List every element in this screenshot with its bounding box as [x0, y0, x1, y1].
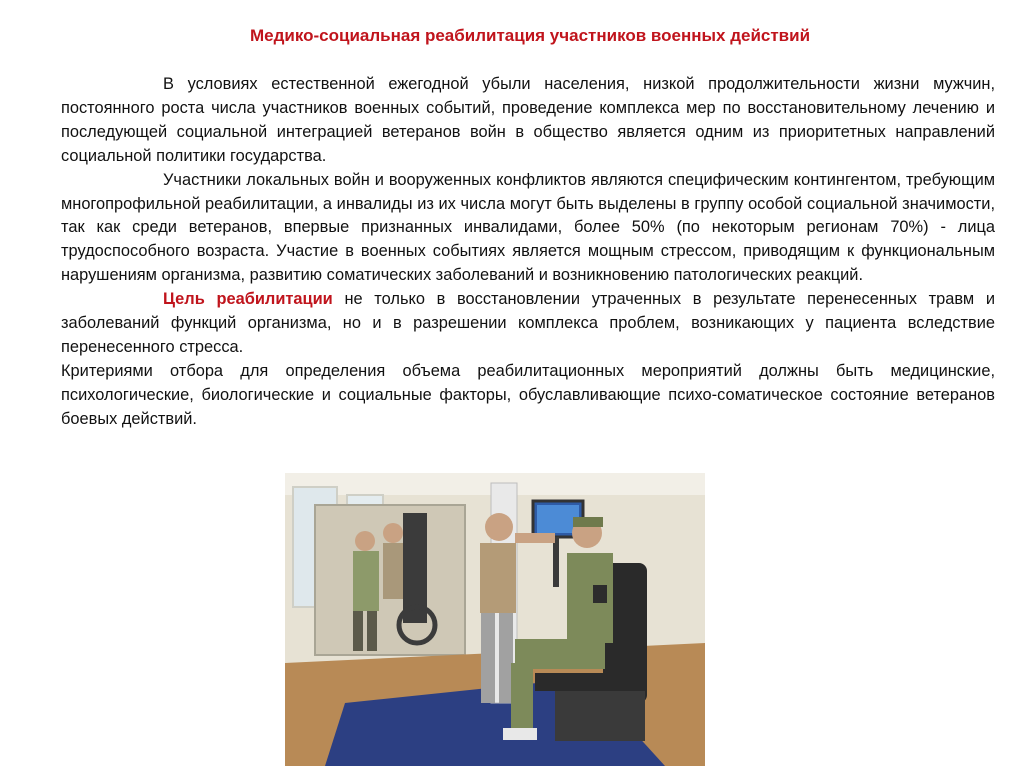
- paragraph-3: [61, 288, 995, 360]
- paragraph-2: Участники локальных войн и вооруженных конфликтов являются специфическим контингентом, требующим многопрофильной реабилитации, а инвалиды из их числа могут быть выделены в группу особой социальной значимости, так как среди ветеранов, впервые признанных инвалидами, более 50% (по некоторым регионам 70%) - лица трудоспособного возраста. Участие в военных событиях является мощным стрессом, приводящим к функциональным нарушениям организма, развитию соматических заболеваний и возникновению патологических реакций.: [61, 170, 995, 285]
- rehabilitation-photo-illustration: [285, 473, 705, 766]
- paragraph-3-rest: не только в восстановлении утраченных в результате перенесенных травм и заболеваний функций организма, но и в разрешении комплекса проблем, возникающих у пациента вследствие перенесенного стресса.: [61, 290, 995, 356]
- slide-title: Медико-социальная реабилитация участников военных действий: [249, 26, 811, 45]
- body-text: [61, 73, 995, 432]
- paragraph-4: Критериями отбора для определения объема реабилитационных мероприятий должны быть медицинские, психологические, биологические и социальные факторы, обуславливающие психо-соматическое состояние ветеранов боевых действий.: [61, 361, 995, 428]
- rehabilitation-photo: [285, 473, 705, 766]
- rehab-goal-highlight: Цель реабилитации: [163, 290, 333, 309]
- paragraph-1: В условиях естественной ежегодной убыли населения, низкой продолжительности жизни мужчин, постоянного роста числа участников военных событий, проведение комплекса мер по восстановительному лечению и последующей социальной интеграцией ветеранов войн в общество является одним из приоритетных направлений социальной политики государства.: [61, 75, 995, 165]
